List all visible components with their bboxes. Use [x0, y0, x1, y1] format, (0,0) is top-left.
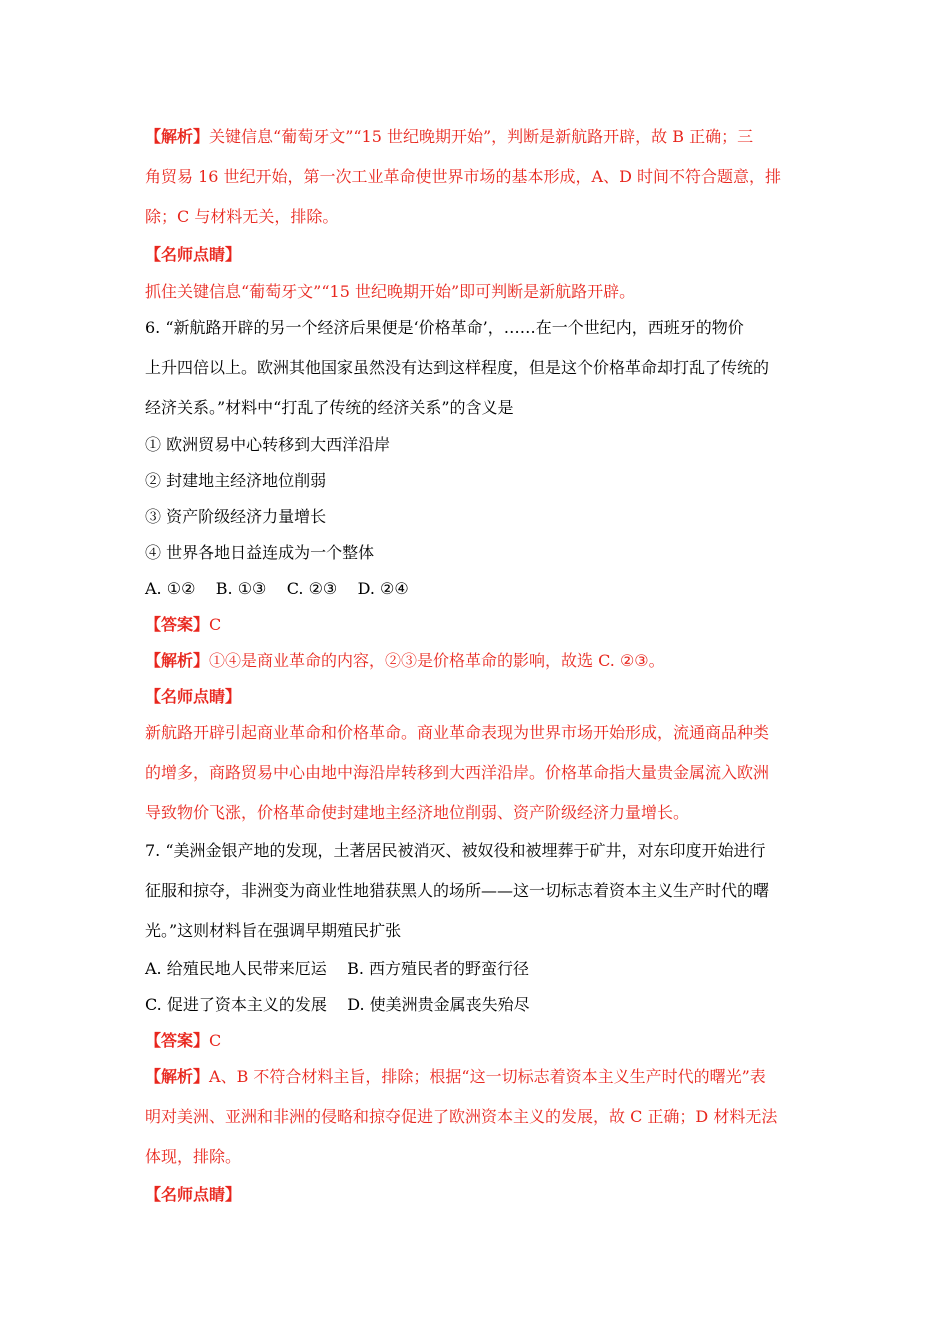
analysis-line: 体现，排除。	[145, 1147, 242, 1166]
answer-line	[145, 1031, 810, 1051]
answer-line	[145, 615, 810, 635]
answer-value: C	[209, 1031, 222, 1050]
analysis-line: 角贸易 16 世纪开始，第一次工业革命使世界市场的基本形成，A、D 时间不符合题意，排	[145, 167, 782, 186]
question-7-stem: 7. “美洲金银产地的发现，土著居民被消灭、被奴役和被埋葬于矿井，对东印度开始进行	[145, 841, 766, 860]
question-6-stem: 6. “新航路开辟的另一个经济后果便是‘价格革命’，……在一个世纪内，西班牙的物价	[145, 318, 744, 337]
tip-tag: 【名师点睛】	[145, 1185, 242, 1204]
analysis-line: 【解析】A、B 不符合材料主旨，排除；根据“这一切标志着资本主义生产时代的曙光”表	[145, 1067, 766, 1086]
analysis-tag: 【解析】	[145, 1067, 210, 1086]
tip-line: 导致物价飞涨，价格革命使封建地主经济地位削弱、资产阶级经济力量增长。	[145, 803, 690, 822]
analysis-line: 【解析】①④是商业革命的内容，②③是价格革命的影响，故选 C. ②③。	[145, 651, 665, 670]
question-6-stem: 上升四倍以上。欧洲其他国家虽然没有达到这样程度，但是这个价格革命却打乱了传统的	[145, 358, 770, 377]
question-7-options: A. 给殖民地人民带来厄运 B. 西方殖民者的野蛮行径	[145, 959, 530, 978]
answer-value: C	[209, 615, 222, 634]
question-7-stem: 征服和掠夺，非洲变为商业性地猎获黑人的场所——这一切标志着资本主义生产时代的曙	[145, 881, 770, 900]
tip-line: 的增多，商路贸易中心由地中海沿岸转移到大西洋沿岸。价格革命指大量贵金属流入欧洲	[145, 763, 770, 782]
question-6-options: A. ①② B. ①③ C. ②③ D. ②④	[145, 579, 409, 598]
question-7-stem: 光。”这则材料旨在强调早期殖民扩张	[145, 921, 402, 940]
question-6-item: ③ 资产阶级经济力量增长	[145, 507, 327, 526]
analysis-line: 明对美洲、亚洲和非洲的侵略和掠夺促进了欧洲资本主义的发展，故 C 正确；D 材料无法	[145, 1107, 778, 1126]
analysis-tag: 【解析】	[145, 651, 210, 670]
question-6-item: ② 封建地主经济地位削弱	[145, 471, 327, 490]
question-6-item: ④ 世界各地日益连成为一个整体	[145, 543, 375, 562]
answer-tag: 【答案】	[145, 615, 210, 634]
answer-tag: 【答案】	[145, 1031, 210, 1050]
analysis-tag: 【解析】	[145, 127, 210, 146]
tip-tag: 【名师点睛】	[145, 245, 242, 264]
question-7-options: C. 促进了资本主义的发展 D. 使美洲贵金属丧失殆尽	[145, 995, 530, 1014]
tip-line: 抓住关键信息“葡萄牙文”“15 世纪晚期开始”即可判断是新航路开辟。	[145, 282, 636, 301]
tip-tag: 【名师点睛】	[145, 687, 242, 706]
tip-line: 新航路开辟引起商业革命和价格革命。商业革命表现为世界市场开始形成，流通商品种类	[145, 723, 770, 742]
question-6-item: ① 欧洲贸易中心转移到大西洋沿岸	[145, 435, 391, 454]
analysis-line: 除；C 与材料无关，排除。	[145, 207, 339, 226]
question-6-stem: 经济关系。”材料中“打乱了传统的经济关系”的含义是	[145, 398, 514, 417]
analysis-line: 【解析】关键信息“葡萄牙文”“15 世纪晚期开始”，判断是新航路开辟，故 B 正确；三	[145, 127, 754, 146]
